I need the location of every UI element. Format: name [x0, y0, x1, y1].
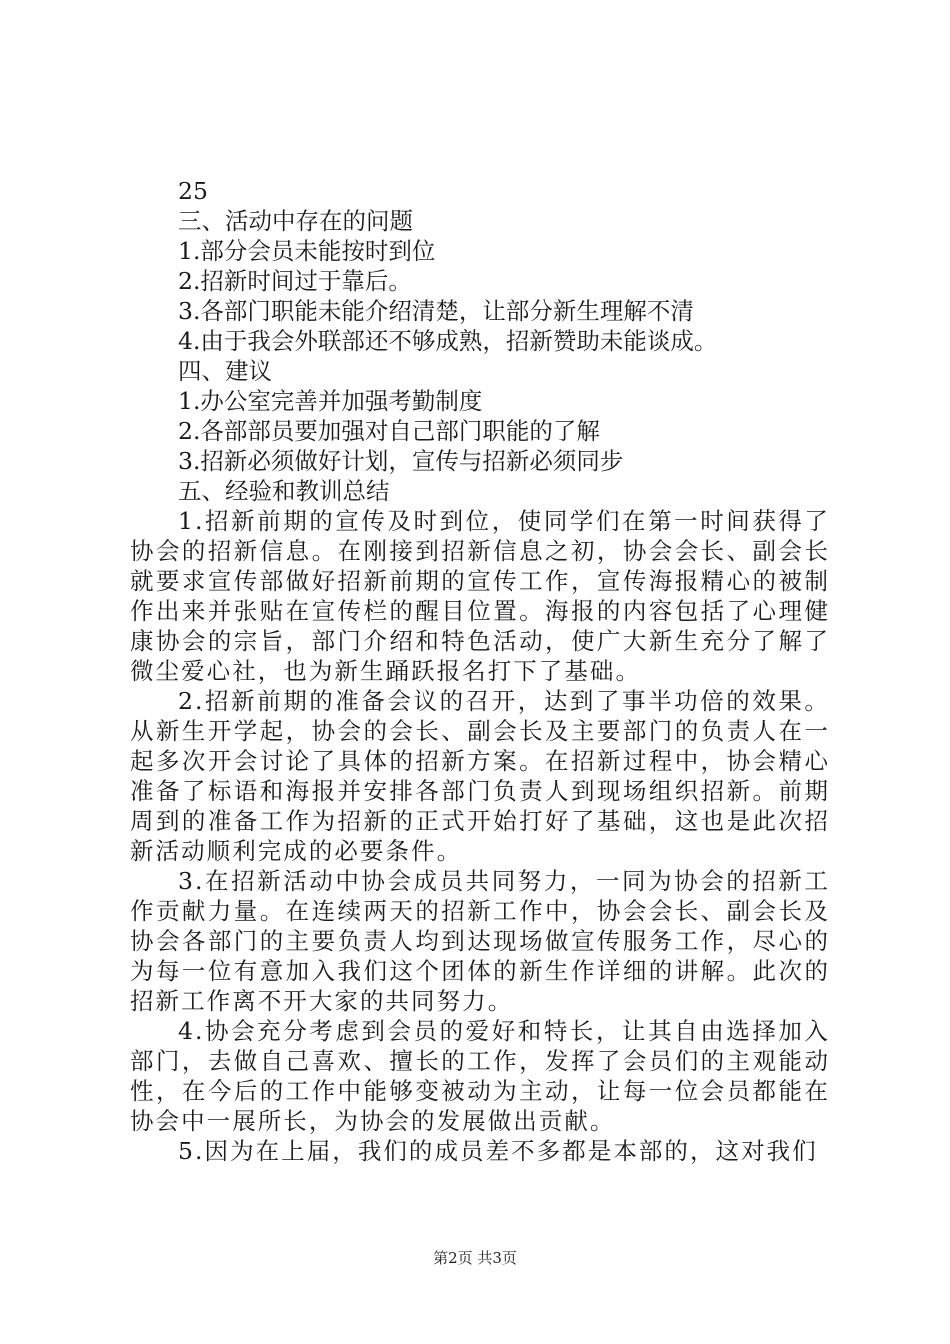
paragraph: 1.招新前期的宣传及时到位，使同学们在第一时间获得了协会的招新信息。在刚接到招新信息之初，协会会长、副会长就要求宣传部做好招新前期的宣传工作，宣传海报精心的被制作出来并张贴在宣传栏的醒目位置。海报的内容包括了心理健康协会的宗旨，部门介绍和特色活动，使广大新生充分了解了微尘爱心社，也为新生踊跃报名打下了基础。 [130, 507, 830, 685]
list-item: 4.由于我会外联部还不够成熟，招新赞助未能谈成。 [178, 327, 718, 355]
text-line: 25 [178, 177, 208, 205]
page-number-footer: 第2页 共3页 [433, 1249, 517, 1267]
section-heading: 五、经验和教训总结 [178, 477, 390, 505]
paragraph: 4.协会充分考虑到会员的爱好和特长，让其自由选择加入部门，去做自己喜欢、擅长的工作，发挥了会员们的主观能动性，在今后的工作中能够变被动为主动，让每一位会员都能在协会中一展所长，为协会的发展做出贡献。 [130, 1017, 830, 1135]
list-item: 3.各部门职能未能介绍清楚，让部分新生理解不清 [178, 297, 694, 325]
paragraph: 5.因为在上届，我们的成员差不多都是本部的，这对我们 [178, 1137, 818, 1165]
list-item: 2.各部部员要加强对自己部门职能的了解 [178, 417, 600, 445]
list-item: 2.招新时间过于靠后。 [178, 267, 412, 295]
list-item: 3.招新必须做好计划，宣传与招新必须同步 [178, 447, 624, 475]
list-item: 1.部分会员未能按时到位 [178, 237, 436, 265]
document-body [130, 176, 830, 1166]
paragraph: 2.招新前期的准备会议的召开，达到了事半功倍的效果。从新生开学起，协会的会长、副会长及主要部门的负责人在一起多次开会讨论了具体的招新方案。在招新过程中，协会精心准备了标语和海报并安排各部门负责人到现场组织招新。前期周到的准备工作为招新的正式开始打好了基础，这也是此次招新活动顺利完成的必要条件。 [130, 687, 830, 865]
section-heading: 三、活动中存在的问题 [178, 207, 413, 235]
section-heading: 四、建议 [178, 357, 272, 385]
paragraph: 3.在招新活动中协会成员共同努力，一同为协会的招新工作贡献力量。在连续两天的招新工作中，协会会长、副会长及协会各部门的主要负责人均到达现场做宣传服务工作，尽心的为每一位有意加入我们这个团体的新生作详细的讲解。此次的招新工作离不开大家的共同努力。 [130, 867, 830, 1015]
list-item: 1.办公室完善并加强考勤制度 [178, 387, 483, 415]
